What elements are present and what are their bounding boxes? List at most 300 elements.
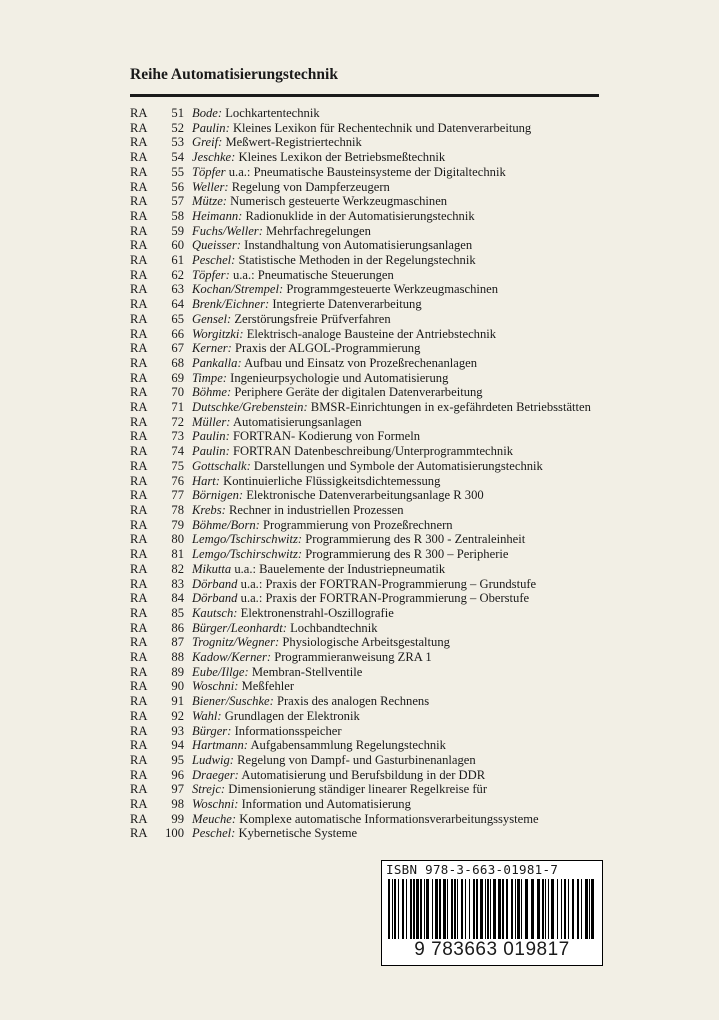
barcode-bar (506, 879, 508, 941)
volume-number: 66 (171, 326, 184, 341)
barcode-bar (469, 879, 470, 941)
book-title: Kleines Lexikon für Rechentechnik und Datenverarbeitung (232, 120, 532, 135)
series-prefix: RA (130, 282, 148, 297)
series-prefix: RA (130, 561, 148, 576)
barcode-bar (568, 879, 569, 941)
book-title: Elektronenstrahl-Oszillografie (240, 605, 394, 620)
list-item (130, 474, 600, 489)
barcode-bar (457, 879, 458, 941)
author: Greif: (192, 135, 223, 150)
author: Hartmann: (192, 738, 248, 753)
list-item (130, 459, 600, 474)
list-item (130, 385, 600, 400)
entry-text (192, 503, 600, 518)
volume-number: 52 (171, 120, 184, 135)
barcode-bar (485, 879, 486, 941)
barcode-bar (447, 879, 448, 941)
series-prefix: RA (130, 811, 148, 826)
series-prefix: RA (130, 311, 148, 326)
book-title: Informationsspeicher (234, 723, 342, 738)
list-item (130, 209, 600, 224)
series-title: Reihe Automatisierungstechnik (130, 66, 338, 83)
book-title: Zerstörungsfreie Prüfverfahren (234, 311, 391, 326)
volume-number: 59 (171, 223, 184, 238)
author: Mikutta (192, 561, 232, 576)
list-item (130, 679, 600, 694)
book-title: u.a.: Pneumatische Bausteinsysteme der Digitaltechnik (228, 164, 506, 179)
entry-text (192, 312, 600, 327)
author: Peschel: (192, 826, 236, 841)
author: Kochan/Strempel: (192, 282, 284, 297)
series-prefix: RA (130, 326, 148, 341)
series-prefix: RA (130, 488, 148, 503)
book-title: Automatisierung und Berufsbildung in der DDR (241, 767, 486, 782)
barcode-bar (531, 879, 534, 941)
volume-number: 87 (171, 635, 184, 650)
book-title: Statistische Methoden in der Regelungstechnik (238, 253, 476, 268)
book-title: Elektrisch-analoge Bausteine der Antriebstechnik (246, 326, 497, 341)
volume-number: 78 (171, 502, 184, 517)
list-item (130, 194, 600, 209)
series-prefix: RA (130, 238, 148, 253)
book-title: u.a.: Praxis der FORTRAN-Programmierung – Grundstufe (240, 576, 537, 591)
list-item (130, 371, 600, 386)
isbn-label: ISBN 978-3-663-01981-7 (386, 862, 559, 877)
series-prefix: RA (130, 400, 148, 415)
barcode-bar (465, 879, 466, 941)
book-title: Lochbandtechnik (290, 620, 378, 635)
barcode-bar (416, 879, 419, 941)
author: Gottschalk: (192, 458, 251, 473)
series-prefix: RA (130, 797, 148, 812)
author: Worgitzki: (192, 326, 244, 341)
barcode-bar (525, 879, 528, 941)
volume-number: 64 (171, 297, 184, 312)
author: Weller: (192, 179, 229, 194)
series-prefix: RA (130, 679, 148, 694)
list-item (130, 621, 600, 636)
author: Peschel: (192, 253, 236, 268)
volume-number: 100 (165, 826, 184, 841)
author: Kerner: (192, 341, 232, 356)
book-title: Aufbau und Einsatz von Prozeßrechenanlagen (244, 355, 478, 370)
book-title: Physiologische Arbeitsgestaltung (282, 635, 450, 650)
volume-number: 70 (171, 385, 184, 400)
book-title: Automatisierungsanlagen (232, 414, 362, 429)
volume-number: 56 (171, 179, 184, 194)
book-title: Praxis des analogen Rechnens (276, 694, 430, 709)
list-item (130, 282, 600, 297)
entry-text (192, 621, 600, 636)
author: Töpfer (192, 164, 226, 179)
volume-number: 57 (171, 194, 184, 209)
list-item (130, 180, 600, 195)
volume-number: 73 (171, 429, 184, 444)
volume-number: 88 (171, 650, 184, 665)
entry-text (192, 253, 600, 268)
barcode-bar (451, 879, 453, 941)
series-prefix: RA (130, 576, 148, 591)
list-item (130, 768, 600, 783)
series-prefix: RA (130, 385, 148, 400)
author: Meuche: (192, 811, 237, 826)
author: Queisser: (192, 238, 241, 253)
isbn-barcode (381, 860, 603, 966)
barcode-bar (551, 879, 554, 941)
volume-number: 82 (171, 561, 184, 576)
entry-text (192, 385, 600, 400)
book-title: Information und Automatisierung (241, 797, 411, 812)
series-prefix: RA (130, 355, 148, 370)
book-title: Lochkartentechnik (225, 106, 320, 120)
entry-text (192, 562, 600, 577)
list-item (130, 268, 600, 283)
entry-text (192, 591, 600, 606)
entry-text (192, 474, 600, 489)
entry-text (192, 650, 600, 665)
volume-number: 95 (171, 752, 184, 767)
volume-number: 81 (171, 547, 184, 562)
author: Böhme/Born: (192, 517, 260, 532)
entry-text (192, 415, 600, 430)
entry-text (192, 209, 600, 224)
barcode-bar (473, 879, 475, 941)
list-item (130, 444, 600, 459)
book-title: BMSR-Einrichtungen in ex-gefährdeten Betriebsstätten (310, 400, 591, 415)
book-title: Kybernetische Systeme (238, 826, 358, 841)
list-item (130, 224, 600, 239)
entry-text (192, 724, 600, 739)
list-item (130, 606, 600, 621)
book-title: Mehrfachregelungen (266, 223, 371, 238)
entry-text (192, 518, 600, 533)
barcode-bar (432, 879, 433, 941)
volume-number: 91 (171, 694, 184, 709)
list-item (130, 400, 600, 415)
entry-text (192, 577, 600, 592)
series-prefix: RA (130, 458, 148, 473)
entry-text (192, 665, 600, 680)
volume-number: 62 (171, 267, 184, 282)
author: Paulin: (192, 429, 230, 444)
list-item (130, 532, 600, 547)
barcode-bar (572, 879, 574, 941)
book-title: Darstellungen und Symbole der Automatisierungstechnik (253, 458, 543, 473)
volume-number: 69 (171, 370, 184, 385)
list-item (130, 312, 600, 327)
entry-text (192, 738, 600, 753)
barcode-bar (561, 879, 562, 941)
volume-number: 99 (171, 811, 184, 826)
barcode-bar (589, 879, 590, 941)
entry-text (192, 135, 600, 150)
barcode-bar (502, 879, 504, 941)
ean-digits: 9 783663 019817 (386, 939, 598, 961)
author: Dörband (192, 576, 238, 591)
series-prefix: RA (130, 620, 148, 635)
book-title: Periphere Geräte der digitalen Datenverarbeitung (234, 385, 483, 400)
author: Börnigen: (192, 488, 244, 503)
list-item (130, 297, 600, 312)
volume-number: 65 (171, 311, 184, 326)
volume-number: 55 (171, 164, 184, 179)
series-prefix: RA (130, 253, 148, 268)
list-item (130, 797, 600, 812)
list-item (130, 812, 600, 827)
list-item (130, 738, 600, 753)
barcode-bar (420, 879, 422, 941)
barcode-bar (537, 879, 540, 941)
book-title: Programmierung von Prozeßrechnern (263, 517, 453, 532)
book-title: FORTRAN- Kodierung von Formeln (232, 429, 421, 444)
list-item (130, 503, 600, 518)
barcode-bar (402, 879, 404, 941)
book-title: Praxis der ALGOL-Programmierung (235, 341, 421, 356)
volume-number: 93 (171, 723, 184, 738)
book-title: FORTRAN Datenbeschreibung/Unterprogrammtechnik (232, 444, 514, 459)
entry-text (192, 327, 600, 342)
volume-number: 75 (171, 458, 184, 473)
list-item (130, 753, 600, 768)
volume-number: 98 (171, 797, 184, 812)
list-item (130, 635, 600, 650)
series-prefix: RA (130, 223, 148, 238)
volume-number: 61 (171, 253, 184, 268)
author: Eube/Illge: (192, 664, 249, 679)
book-title: Radionuklide in der Automatisierungstechnik (245, 208, 475, 223)
series-prefix: RA (130, 444, 148, 459)
author: Paulin: (192, 120, 230, 135)
barcode-bar (521, 879, 522, 941)
book-title: Programmierung des R 300 – Peripherie (305, 547, 509, 562)
entry-text (192, 488, 600, 503)
entry-text (192, 459, 600, 474)
author: Müller: (192, 414, 231, 429)
book-title: Aufgabensammlung Regelungstechnik (250, 738, 446, 753)
entry-text (192, 268, 600, 283)
series-prefix: RA (130, 473, 148, 488)
entry-text (192, 356, 600, 371)
entry-text (192, 709, 600, 724)
author: Kautsch: (192, 605, 238, 620)
volume-number: 60 (171, 238, 184, 253)
series-prefix: RA (130, 664, 148, 679)
barcode-bar (454, 879, 456, 941)
series-prefix: RA (130, 297, 148, 312)
author: Woschni: (192, 797, 239, 812)
book-title: Regelung von Dampferzeugern (231, 179, 390, 194)
series-prefix: RA (130, 635, 148, 650)
barcode-bar (413, 879, 415, 941)
barcode-bar (577, 879, 579, 941)
entry-text (192, 121, 600, 136)
list-item (130, 547, 600, 562)
author: Bode: (192, 106, 223, 120)
list-item (130, 709, 600, 724)
series-prefix: RA (130, 708, 148, 723)
author: Timpe: (192, 370, 227, 385)
volume-number: 96 (171, 767, 184, 782)
series-prefix: RA (130, 341, 148, 356)
series-prefix: RA (130, 208, 148, 223)
series-prefix: RA (130, 605, 148, 620)
barcode-bar (480, 879, 483, 941)
list-item (130, 121, 600, 136)
entry-text (192, 400, 600, 415)
entry-text (192, 224, 600, 239)
barcode-bar (439, 879, 441, 941)
entry-text (192, 753, 600, 768)
barcode-bar (406, 879, 407, 941)
barcode-bar (443, 879, 446, 941)
volume-number: 54 (171, 150, 184, 165)
series-prefix: RA (130, 120, 148, 135)
list-item (130, 782, 600, 797)
author: Kadow/Kerner: (192, 650, 272, 665)
series-prefix: RA (130, 752, 148, 767)
list-item (130, 488, 600, 503)
series-prefix: RA (130, 517, 148, 532)
author: Hart: (192, 473, 220, 488)
book-title: u.a.: Bauelemente der Industriepneumatik (234, 561, 446, 576)
barcode-bar (394, 879, 396, 941)
barcode-bar (498, 879, 501, 941)
entry-text (192, 165, 600, 180)
volume-number: 71 (171, 400, 184, 415)
title-rule (130, 94, 599, 97)
volume-number: 83 (171, 576, 184, 591)
list-item (130, 135, 600, 150)
volume-number: 84 (171, 591, 184, 606)
entry-text (192, 150, 600, 165)
author: Gensel: (192, 311, 232, 326)
author: Pankalla: (192, 355, 242, 370)
book-title: Elektronische Datenverarbeitungsanlage R 300 (246, 488, 484, 503)
book-title: Meßfehler (241, 679, 295, 694)
series-prefix: RA (130, 414, 148, 429)
book-title: Programmierung des R 300 - Zentraleinheit (305, 532, 526, 547)
volume-number: 53 (171, 135, 184, 150)
book-title: Kleines Lexikon der Betriebsmeßtechnik (238, 150, 446, 165)
series-prefix: RA (130, 194, 148, 209)
entry-text (192, 371, 600, 386)
barcode-bar (545, 879, 546, 941)
entry-text (192, 532, 600, 547)
barcode-bar (392, 879, 393, 941)
barcode-bar (581, 879, 582, 941)
volume-number: 63 (171, 282, 184, 297)
list-item (130, 327, 600, 342)
author: Bürger: (192, 723, 232, 738)
volume-number: 67 (171, 341, 184, 356)
barcode-bar (487, 879, 489, 941)
entry-text (192, 694, 600, 709)
entry-text (192, 106, 600, 121)
volume-number: 74 (171, 444, 184, 459)
entry-text (192, 341, 600, 356)
barcode-bar (426, 879, 429, 941)
volume-number: 89 (171, 664, 184, 679)
entry-text (192, 282, 600, 297)
author: Dutschke/Grebenstein: (192, 400, 308, 415)
list-item (130, 826, 600, 841)
book-list (130, 106, 600, 841)
book-title: Membran-Stellventile (251, 664, 363, 679)
author: Ludwig: (192, 752, 234, 767)
barcode-bar (557, 879, 558, 941)
list-item (130, 238, 600, 253)
book-title: u.a.: Pneumatische Steuerungen (232, 267, 394, 282)
author: Draeger: (192, 767, 239, 782)
author: Paulin: (192, 444, 230, 459)
volume-number: 76 (171, 473, 184, 488)
series-prefix: RA (130, 267, 148, 282)
barcode-bar (435, 879, 438, 941)
list-item (130, 518, 600, 533)
entry-text (192, 297, 600, 312)
entry-text (192, 635, 600, 650)
book-title: Grundlagen der Elektronik (224, 708, 360, 723)
barcode-bar (476, 879, 478, 941)
series-prefix: RA (130, 694, 148, 709)
author: Trognitz/Wegner: (192, 635, 280, 650)
author: Böhme: (192, 385, 232, 400)
book-title: Instandhaltung von Automatisierungsanlagen (244, 238, 473, 253)
author: Dörband (192, 591, 238, 606)
barcode-bar (542, 879, 544, 941)
series-prefix: RA (130, 135, 148, 150)
list-item (130, 253, 600, 268)
entry-text (192, 826, 600, 841)
volume-number: 68 (171, 355, 184, 370)
barcode-bar (424, 879, 425, 941)
series-prefix: RA (130, 502, 148, 517)
volume-number: 97 (171, 782, 184, 797)
book-title: Integrierte Datenverarbeitung (272, 297, 422, 312)
author: Fuchs/Weller: (192, 223, 263, 238)
author: Brenk/Eichner: (192, 297, 270, 312)
entry-text (192, 797, 600, 812)
volume-number: 92 (171, 708, 184, 723)
series-prefix: RA (130, 738, 148, 753)
author: Lemgo/Tschirschwitz: (192, 532, 303, 547)
list-item (130, 694, 600, 709)
series-prefix: RA (130, 106, 148, 120)
series-prefix: RA (130, 826, 148, 841)
book-title: Rechner in industriellen Prozessen (228, 502, 404, 517)
book-title: Komplexe automatische Informationsverarbeitungssysteme (239, 811, 539, 826)
barcode-bar (548, 879, 549, 941)
book-title: Ingenieurpsychologie und Automatisierung (230, 370, 449, 385)
list-item (130, 106, 600, 121)
author: Biener/Suschke: (192, 694, 274, 709)
barcode-bar (410, 879, 412, 941)
entry-text (192, 194, 600, 209)
volume-number: 58 (171, 208, 184, 223)
list-item (130, 429, 600, 444)
list-item (130, 577, 600, 592)
list-item (130, 650, 600, 665)
series-prefix: RA (130, 782, 148, 797)
entry-text (192, 812, 600, 827)
author: Strejc: (192, 782, 226, 797)
list-item (130, 415, 600, 430)
series-prefix: RA (130, 532, 148, 547)
list-item (130, 341, 600, 356)
list-item (130, 665, 600, 680)
list-item (130, 356, 600, 371)
volume-number: 94 (171, 738, 184, 753)
